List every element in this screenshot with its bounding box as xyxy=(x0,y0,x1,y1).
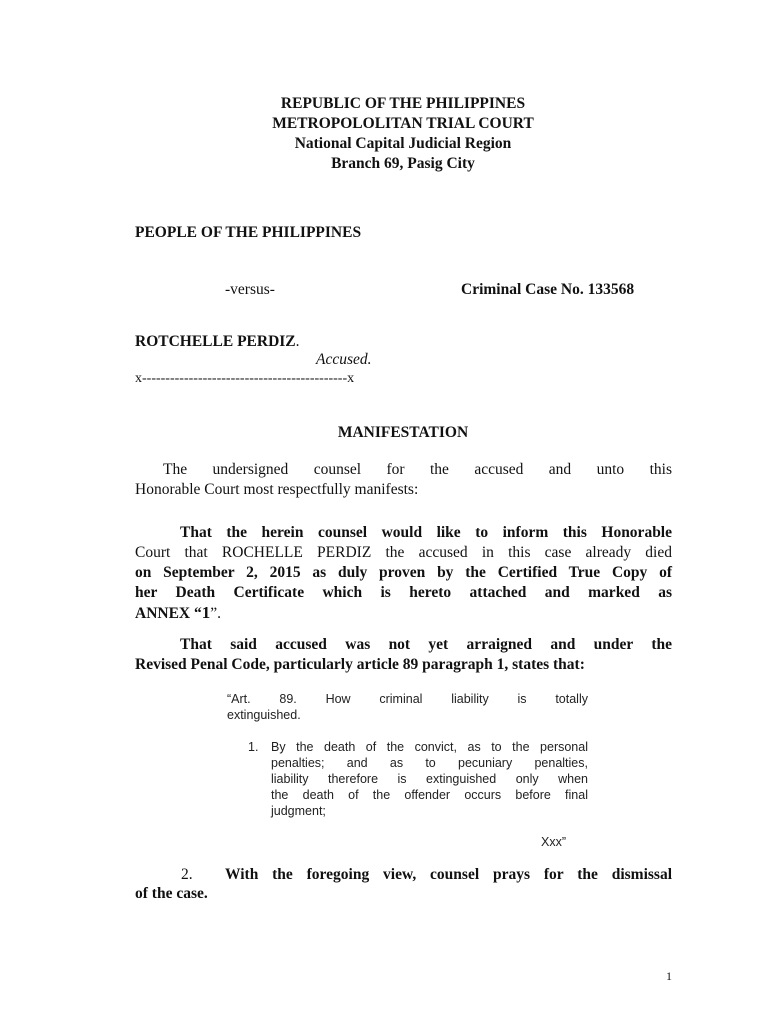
intro-line-2: Honorable Court most respectfully manifests: xyxy=(135,481,419,498)
article-quote xyxy=(227,691,588,723)
accused-period: . xyxy=(295,333,300,350)
quote-item-line-5: judgment; xyxy=(271,804,326,818)
header-republic: REPUBLIC OF THE PHILIPPINES xyxy=(280,95,526,112)
prayer-number: 2. xyxy=(181,866,193,883)
document-title: MANIFESTATION xyxy=(337,424,469,441)
quote-item-line-4: the death of the offender occurs before final xyxy=(271,788,588,802)
caption-separator: x--------------------------------------------x xyxy=(135,371,355,386)
death-paragraph xyxy=(135,523,672,623)
annex-number: 1 xyxy=(201,603,211,622)
intro-paragraph xyxy=(135,460,672,500)
quote-line-2: extinguished. xyxy=(227,708,301,722)
para1-line-1: That the herein counsel would like to inform this Honorable xyxy=(180,524,672,541)
prayer-line-1: With the foregoing view, counsel prays for the dismissal xyxy=(225,866,672,883)
court-header xyxy=(0,94,768,174)
para2-line-1: That said accused was not yet arraigned and under the xyxy=(180,636,672,653)
para1-line-4: her Death Certificate which is hereto attached and marked as xyxy=(135,584,672,601)
header-branch: Branch 69, Pasig City xyxy=(331,155,475,172)
quote-closing: Xxx” xyxy=(541,835,566,849)
annex-prefix: ANNEX “ xyxy=(135,605,202,622)
prayer-line-2: of the case. xyxy=(135,885,208,902)
header-court: METROPOLOLITAN TRIAL COURT xyxy=(272,115,534,132)
accused-line xyxy=(135,332,300,352)
plaintiff-name: PEOPLE OF THE PHILIPPINES xyxy=(135,224,362,241)
accused-name: ROTCHELLE PERDIZ xyxy=(135,333,296,350)
quote-line-1: “Art. 89. How criminal liability is totally xyxy=(227,692,588,706)
page-number: 1 xyxy=(666,969,672,983)
quote-item-line-1: By the death of the convict, as to the personal xyxy=(271,740,588,754)
quote-item-number: 1. xyxy=(248,740,259,754)
quote-item-line-2: penalties; and as to pecuniary penalties, xyxy=(271,756,588,770)
intro-line-1: The undersigned counsel for the accused and unto this xyxy=(163,461,672,478)
quote-item xyxy=(271,739,588,819)
arraignment-paragraph xyxy=(135,635,672,675)
para1-line-5 xyxy=(135,603,672,623)
annex-suffix: ”. xyxy=(210,605,222,622)
accused-label: Accused. xyxy=(316,351,372,368)
case-number: Criminal Case No. 133568 xyxy=(461,281,635,298)
header-region: National Capital Judicial Region xyxy=(294,135,512,152)
para1-line-2: Court that ROCHELLE PERDIZ the accused in this case already died xyxy=(135,544,672,561)
para2-line-2: Revised Penal Code, particularly article 89 paragraph 1, states that: xyxy=(135,656,585,673)
para1-line-3: on September 2, 2015 as duly proven by the Certified True Copy of xyxy=(135,564,672,581)
versus-label: -versus- xyxy=(225,281,275,298)
quote-item-line-3: liability therefore is extinguished only when xyxy=(271,772,588,786)
